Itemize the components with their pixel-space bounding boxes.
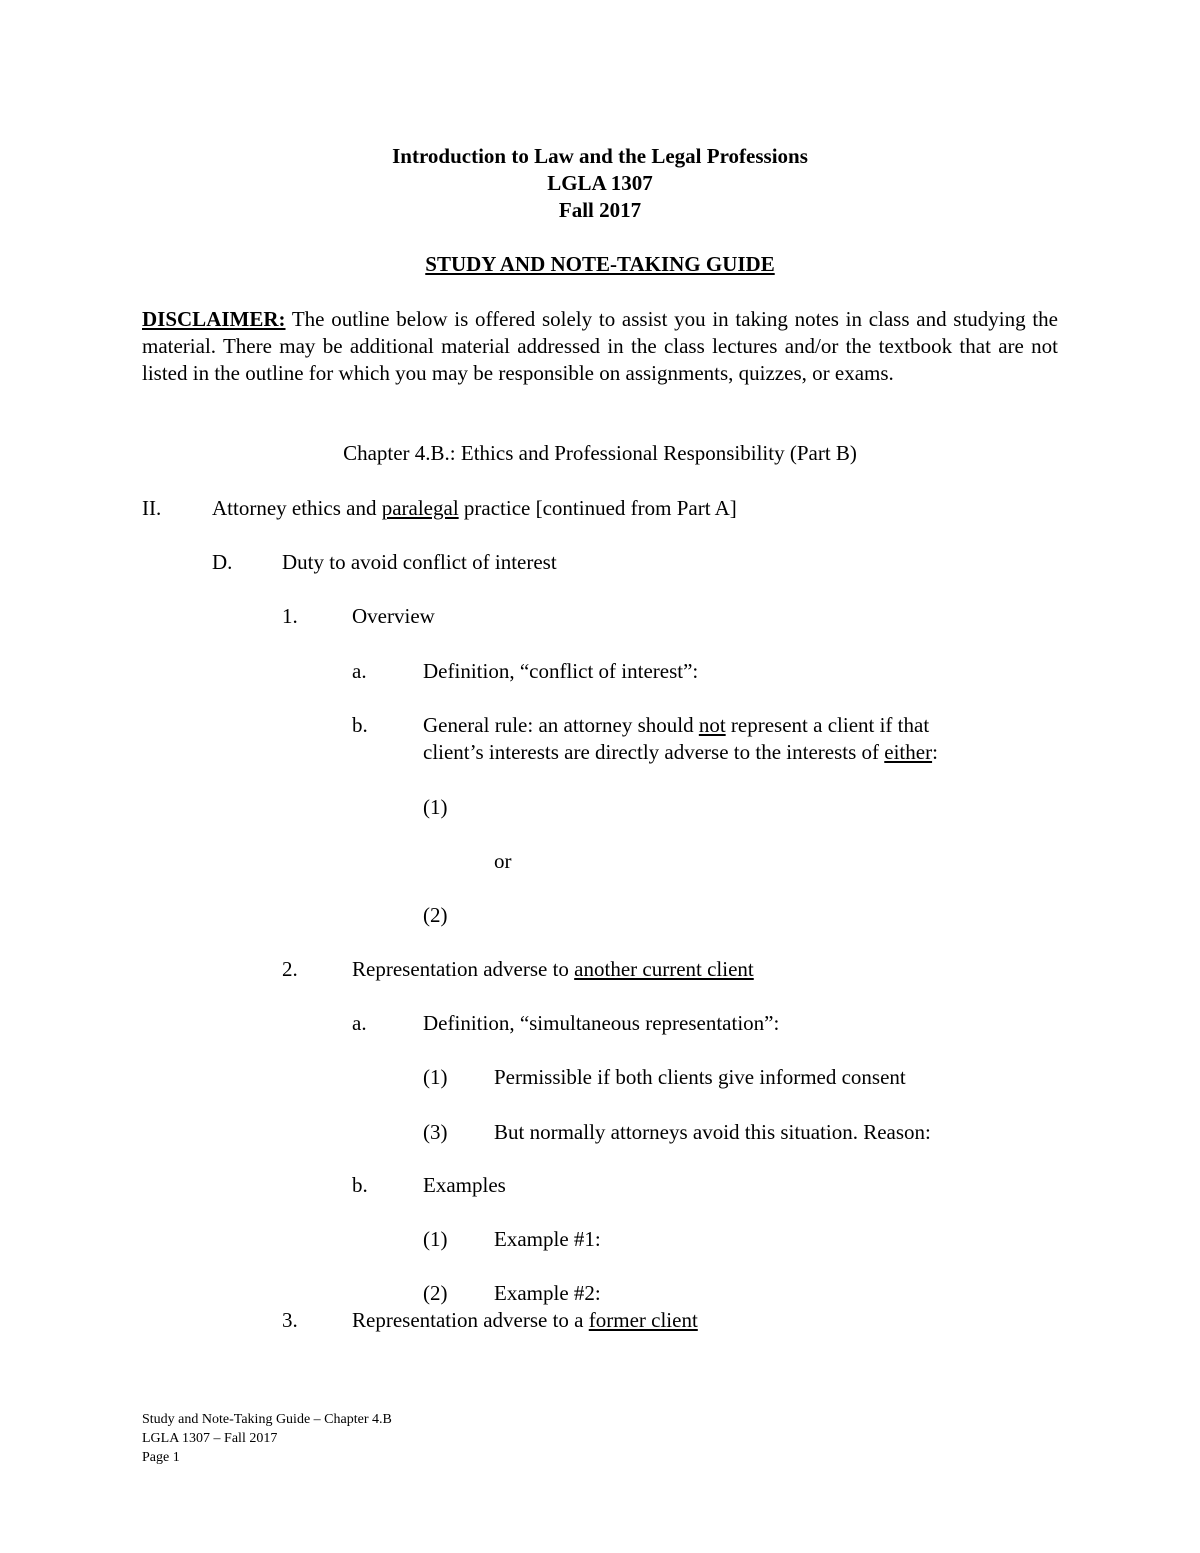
outline-item-d1: Overview — [352, 604, 435, 628]
outline-marker-d2b: b. — [352, 1173, 368, 1197]
outline-marker-d2b1: (1) — [423, 1227, 448, 1251]
outline-or: or — [494, 849, 512, 873]
outline-item-d2b2: Example #2: — [494, 1281, 601, 1305]
document-title: Introduction to Law and the Legal Professions — [392, 144, 808, 168]
outline-marker-d1b: b. — [352, 713, 368, 737]
footer-course-term: LGLA 1307 – Fall 2017 — [142, 1431, 278, 1446]
outline-marker-d3: 3. — [282, 1308, 298, 1332]
outline-marker-d1b1: (1) — [423, 795, 448, 819]
outline-item-d1a: Definition, “conflict of interest”: — [423, 659, 699, 683]
outline-item-d2b1: Example #1: — [494, 1227, 601, 1251]
outline-marker-d2b2: (2) — [423, 1281, 448, 1305]
footer-page-number: Page 1 — [142, 1450, 180, 1465]
disclaimer-paragraph — [142, 306, 1058, 387]
guide-title: STUDY AND NOTE-TAKING GUIDE — [425, 252, 775, 276]
outline-item-d2b: Examples — [423, 1173, 506, 1197]
outline-item-ii: Attorney ethics and paralegal practice [continued from Part A] — [212, 496, 737, 520]
outline-item-d2: Representation adverse to another current client — [352, 957, 754, 981]
outline-item-d1b-line1: General rule: an attorney should not represent a client if that — [423, 713, 930, 737]
outline-marker-d2a: a. — [352, 1011, 367, 1035]
outline-marker-d2: 2. — [282, 957, 298, 981]
chapter-heading: Chapter 4.B.: Ethics and Professional Responsibility (Part B) — [343, 441, 857, 465]
disclaimer-text: The outline below is offered solely to assist you in taking notes in class and studying the material. There may be additional material addressed in the class lectures and/or the textbook that are not listed in the outline for which you may be responsible on assignments, quizzes, or exams. — [142, 307, 1058, 385]
paralegal-term: paralegal — [381, 496, 459, 520]
outline-marker-d2a1: (1) — [423, 1065, 448, 1089]
outline-marker-d1: 1. — [282, 604, 298, 628]
course-term: Fall 2017 — [558, 198, 642, 222]
outline-item-d: Duty to avoid conflict of interest — [282, 550, 557, 574]
outline-item-d2a1: Permissible if both clients give informed consent — [494, 1065, 906, 1089]
course-code: LGLA 1307 — [547, 171, 653, 195]
outline-item-d3: Representation adverse to a former client — [352, 1308, 698, 1332]
outline-item-d2a: Definition, “simultaneous representation”: — [423, 1011, 780, 1035]
outline-marker-d: D. — [212, 550, 233, 574]
disclaimer-label: DISCLAIMER: — [142, 307, 286, 331]
outline-item-d1b-line2: client’s interests are directly adverse to the interests of either: — [423, 740, 938, 764]
outline-marker-d2a3: (3) — [423, 1120, 448, 1144]
outline-marker-ii: II. — [142, 496, 162, 520]
outline-marker-d1a: a. — [352, 659, 367, 683]
outline-marker-d1b2: (2) — [423, 903, 448, 927]
footer-guide-label: Study and Note-Taking Guide – Chapter 4.B — [142, 1412, 392, 1427]
outline-item-d2a3: But normally attorneys avoid this situation. Reason: — [494, 1120, 931, 1144]
